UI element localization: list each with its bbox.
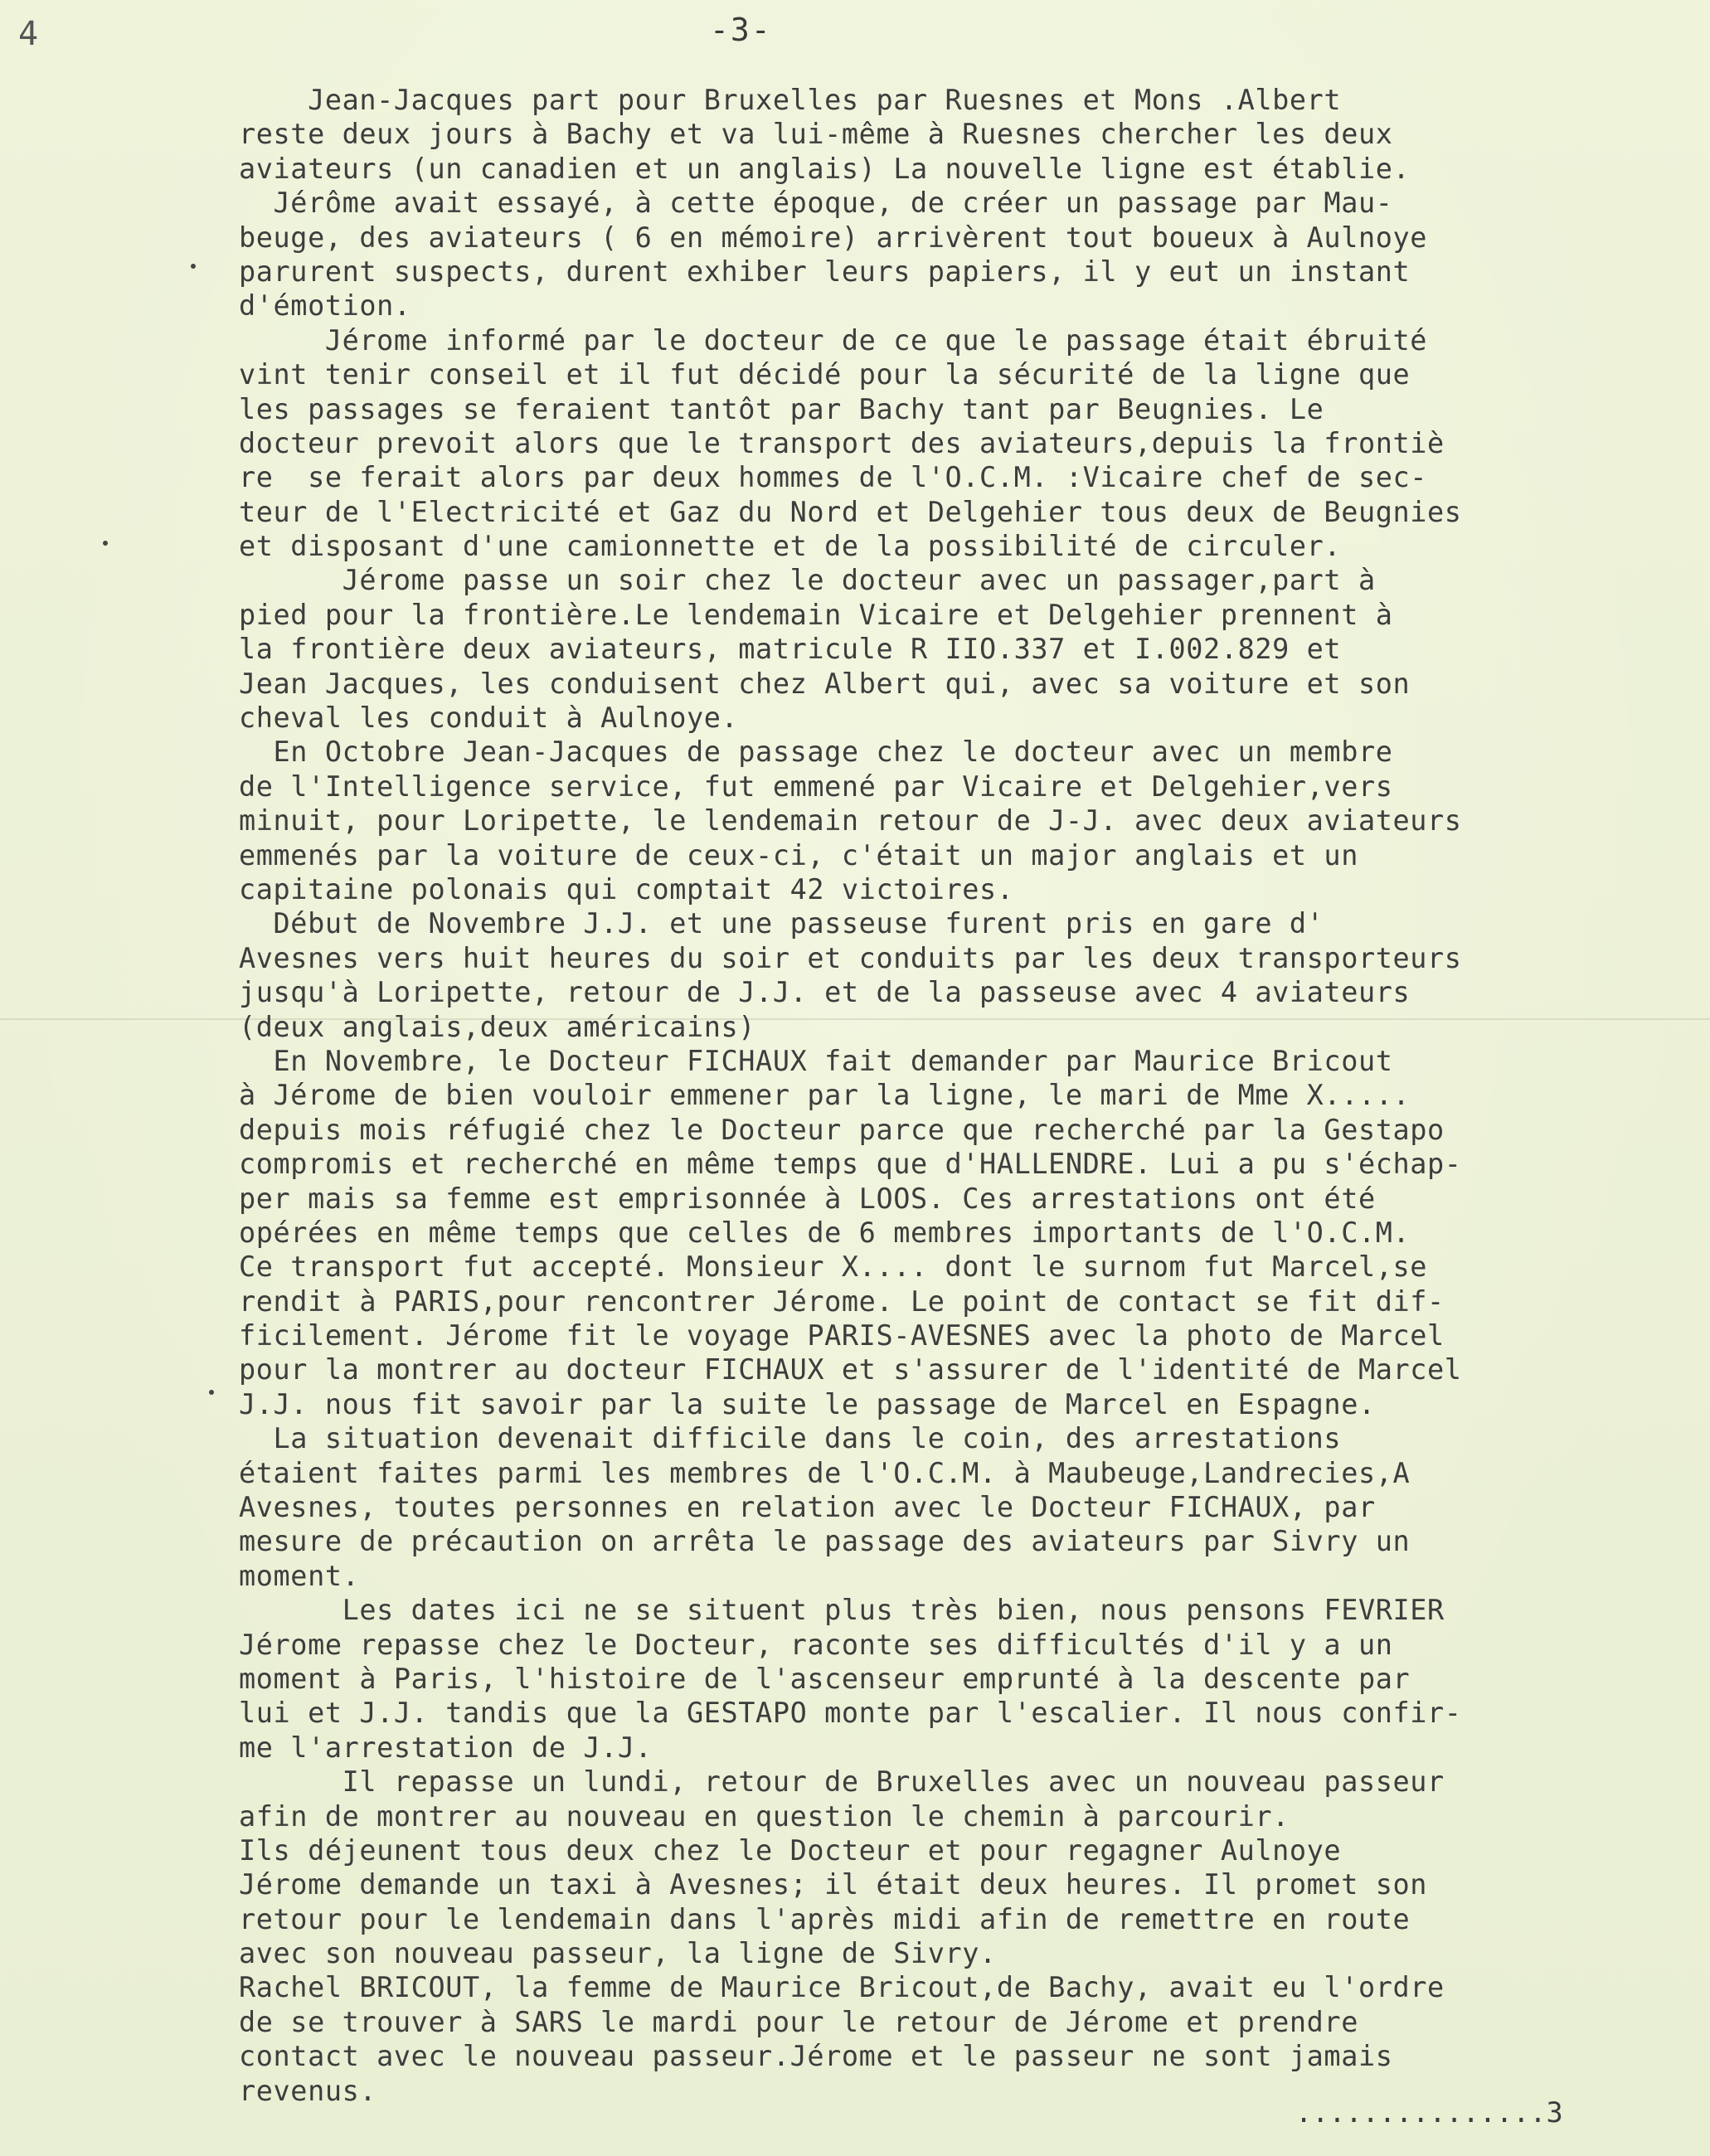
text-line: lui et J.J. tandis que la GESTAPO monte par l'escalier. Il nous confir- <box>239 1697 1462 1730</box>
text-line: depuis mois réfugié chez le Docteur parce que recherché par la Gestapo <box>239 1113 1445 1146</box>
margin-dot <box>103 541 108 546</box>
text-line: emmenés par la voiture de ceux-ci, c'était un major anglais et un <box>239 838 1358 872</box>
text-line: opérées en même temps que celles de 6 membres importants de l'O.C.M. <box>239 1216 1411 1249</box>
text-line: re se ferait alors par deux hommes de l'O.C.M. :Vicaire chef de sec- <box>239 461 1428 494</box>
text-line: Jérome passe un soir chez le docteur avec un passager,part à <box>239 564 1376 597</box>
text-line: capitaine polonais qui comptait 42 victoires. <box>239 872 1014 906</box>
text-line: jusqu'à Loripette, retour de J.J. et de la passeuse avec 4 aviateurs <box>239 976 1411 1009</box>
text-line: de l'Intelligence service, fut emmené par Vicaire et Delgehier,vers <box>239 770 1393 803</box>
text-line: à Jérome de bien vouloir emmener par la ligne, le mari de Mme X..... <box>239 1079 1411 1112</box>
text-line: La situation devenait difficile dans le coin, des arrestations <box>239 1422 1342 1455</box>
text-line: les passages se feraient tantôt par Bachy tant par Beugnies. Le <box>239 392 1324 425</box>
text-line: Les dates ici ne se situent plus très bien, nous pensons FEVRIER <box>239 1594 1445 1627</box>
text-line: vint tenir conseil et il fut décidé pour la sécurité de la ligne que <box>239 358 1411 391</box>
text-line: contact avec le nouveau passeur.Jérome et le passeur ne sont jamais <box>239 2040 1393 2073</box>
margin-dot <box>191 264 196 269</box>
text-line: En Octobre Jean-Jacques de passage chez le docteur avec un membre <box>239 736 1393 769</box>
text-line: minuit, pour Loripette, le lendemain retour de J-J. avec deux aviateurs <box>239 804 1462 838</box>
text-line: pied pour la frontière.Le lendemain Vicaire et Delgehier prennent à <box>239 598 1393 631</box>
text-line: la frontière deux aviateurs, matricule R IIO.337 et I.002.829 et <box>239 633 1342 666</box>
text-line: En Novembre, le Docteur FICHAUX fait demander par Maurice Bricout <box>239 1044 1393 1077</box>
text-line: parurent suspects, durent exhiber leurs papiers, il y eut un instant <box>239 255 1411 288</box>
text-line: Ce transport fut accepté. Monsieur X.... dont le surnom fut Marcel,se <box>239 1250 1428 1284</box>
text-line: cheval les conduit à Aulnoye. <box>239 702 739 735</box>
corner-mark: 4 <box>18 15 39 53</box>
text-line: docteur prevoit alors que le transport des aviateurs,depuis la frontiè <box>239 426 1445 459</box>
text-line: Jean-Jacques part pour Bruxelles par Ruesnes et Mons .Albert <box>239 84 1342 116</box>
text-line: Jérome informé par le docteur de ce que le passage était ébruité <box>239 323 1428 357</box>
text-line: mesure de précaution on arrêta le passage des aviateurs par Sivry un <box>239 1525 1411 1558</box>
text-line: ficilement. Jérome fit le voyage PARIS-AVESNES avec la photo de Marcel <box>239 1319 1445 1352</box>
text-line: Avesnes vers huit heures du soir et conduits par les deux transporteurs <box>239 941 1462 974</box>
text-line: rendit à PARIS,pour rencontrer Jérome. Le point de contact se fit dif- <box>239 1284 1445 1318</box>
text-line: J.J. nous fit savoir par la suite le passage de Marcel en Espagne. <box>239 1387 1376 1420</box>
text-line: retour pour le lendemain dans l'après midi afin de remettre en route <box>239 1902 1411 1935</box>
text-line: pour la montrer au docteur FICHAUX et s'assurer de l'identité de Marcel <box>239 1353 1462 1386</box>
text-line: (deux anglais,deux américains) <box>239 1010 756 1043</box>
text-line: et disposant d'une camionnette et de la possibilité de circuler. <box>239 530 1342 563</box>
text-line: moment à Paris, l'histoire de l'ascenseur emprunté à la descente par <box>239 1662 1411 1695</box>
text-line: per mais sa femme est emprisonnée à LOOS. Ces arrestations ont été <box>239 1182 1376 1215</box>
text-line: Jérôme avait essayé, à cette époque, de créer un passage par Mau- <box>239 187 1393 220</box>
text-line: aviateurs (un canadien et un anglais) La nouvelle ligne est établie. <box>239 152 1411 185</box>
text-line: Début de Novembre J.J. et une passeuse furent pris en gare d' <box>239 907 1324 940</box>
text-line: revenus. <box>239 2074 377 2107</box>
text-line: étaient faites parmi les membres de l'O.C.M. à Maubeuge,Landrecies,A <box>239 1456 1411 1489</box>
text-line: Avesnes, toutes personnes en relation avec le Docteur FICHAUX, par <box>239 1491 1376 1524</box>
text-line: Ils déjeunent tous deux chez le Docteur et pour regagner Aulnoye <box>239 1833 1342 1867</box>
text-line: Jérome demande un taxi à Avesnes; il était deux heures. Il promet son <box>239 1868 1428 1901</box>
text-line: teur de l'Electricité et Gaz du Nord et Delgehier tous deux de Beugnies <box>239 495 1462 528</box>
page-number: -3- <box>710 12 772 48</box>
text-line: de se trouver à SARS le mardi pour le retour de Jérome et prendre <box>239 2005 1358 2038</box>
text-line: beuge, des aviateurs ( 6 en mémoire) arrivèrent tout boueux à Aulnoye <box>239 221 1428 254</box>
text-line: Il repasse un lundi, retour de Bruxelles avec un nouveau passeur <box>239 1765 1445 1799</box>
text-line: d'émotion. <box>239 289 411 323</box>
text-line: me l'arrestation de J.J. <box>239 1731 653 1764</box>
margin-dot <box>209 1390 214 1395</box>
text-line: reste deux jours à Bachy et va lui-même à Ruesnes chercher les deux <box>239 118 1393 151</box>
text-line: Jean Jacques, les conduisent chez Albert qui, avec sa voiture et son <box>239 667 1411 700</box>
text-line: moment. <box>239 1559 360 1592</box>
text-line: compromis et recherché en même temps que d'HALLENDRE. Lui a pu s'échap- <box>239 1148 1462 1181</box>
page-footer-continuation: ...............3 <box>1295 2096 1563 2129</box>
text-line: avec son nouveau passeur, la ligne de Sivry. <box>239 1937 997 1970</box>
text-line: afin de montrer au nouveau en question le chemin à parcourir. <box>239 1799 1290 1833</box>
typed-body-text <box>239 83 1707 2108</box>
text-line: Rachel BRICOUT, la femme de Maurice Bricout,de Bachy, avait eu l'ordre <box>239 1971 1445 2004</box>
text-line: Jérome repasse chez le Docteur, raconte ses difficultés d'il y a un <box>239 1628 1393 1661</box>
